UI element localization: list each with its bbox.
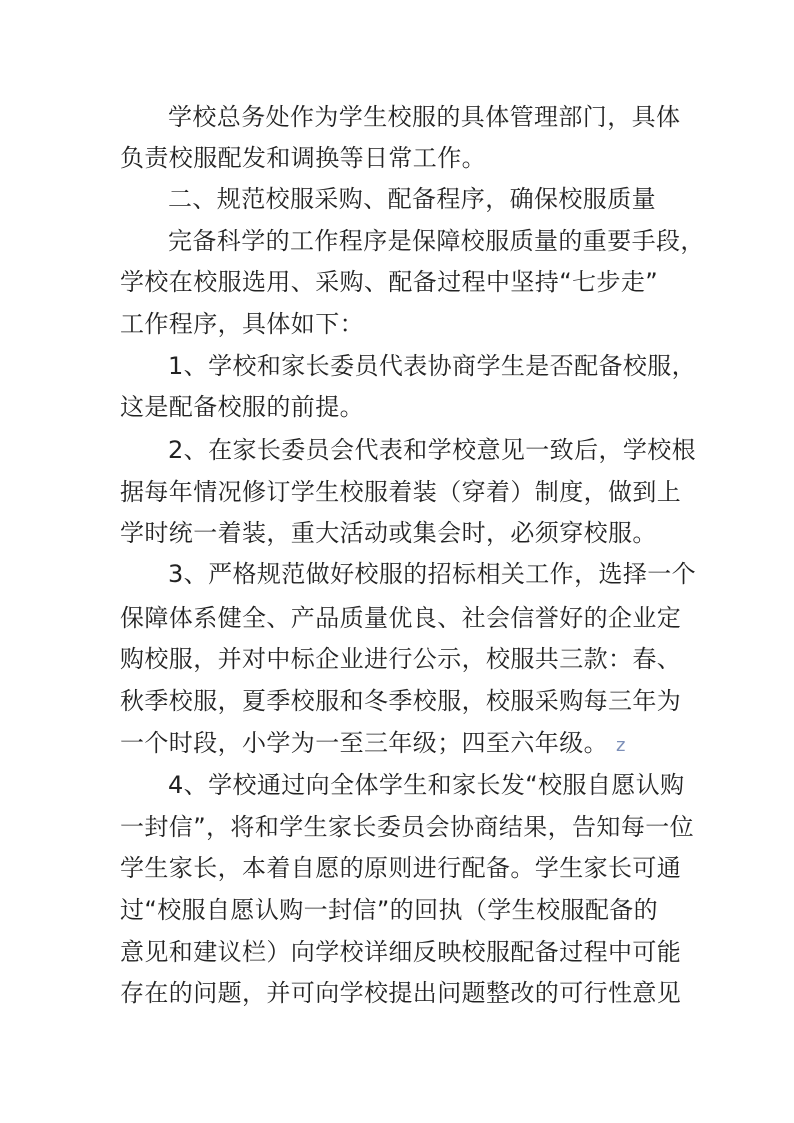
text-line: 2、在家长委员会代表和学校意见一致后，学校根 (168, 436, 697, 464)
text-line: 秋季校服，夏季校服和冬季校服，校服采购每三年为 (120, 687, 682, 715)
text-line: 学生家长，本着自愿的原则进行配备。学生家长可通 (120, 854, 682, 882)
text-line: 存在的问题，并可向学校提出问题整改的可行性意见 (120, 979, 682, 1007)
text-line: 据每年情况修订学生校服着装（穿着）制度，做到上 (120, 478, 682, 506)
text-line: 学校总务处作为学生校服的具体管理部门，具体 (168, 103, 681, 131)
text-line: 这是配备校服的前提。 (120, 393, 364, 421)
text-line: 工作程序，具体如下： (120, 310, 364, 338)
text-line: 1、学校和家长委员代表协商学生是否配备校服， (168, 352, 697, 380)
text-line-with-marker (120, 726, 700, 760)
text-line: 完备科学的工作程序是保障校服质量的重要手段， (168, 227, 705, 255)
text-line: 保障体系健全、产品质量优良、社会信誉好的企业定 (120, 604, 682, 632)
text-line: 3、严格规范做好校服的招标相关工作，选择一个 (168, 560, 697, 588)
section-heading: 二、规范校服采购、配备程序，确保校服质量 (168, 185, 656, 213)
stray-marker: z (616, 735, 626, 756)
text-line: 学时统一着装，重大活动或集会时，必须穿校服。 (120, 519, 657, 547)
text-line: 4、学校通过向全体学生和家长发“校服自愿认购 (168, 771, 685, 799)
text-line: 负责校服配发和调换等日常工作。 (120, 144, 486, 172)
text-line: 过“校服自愿认购一封信”的回执（学生校服配备的 (120, 896, 659, 924)
text-line: 购校服，并对中标企业进行公示，校服共三款：春、 (120, 645, 682, 673)
text-line: 一封信”，将和学生家长委员会协商结果，告知每一位 (120, 813, 695, 841)
text-line: 学校在校服选用、采购、配备过程中坚持“七步走” (120, 268, 659, 296)
text-line: 意见和建议栏）向学校详细反映校服配备过程中可能 (120, 938, 682, 966)
text-line-content: 一个时段，小学为一至三年级；四至六年级。 (120, 729, 608, 757)
